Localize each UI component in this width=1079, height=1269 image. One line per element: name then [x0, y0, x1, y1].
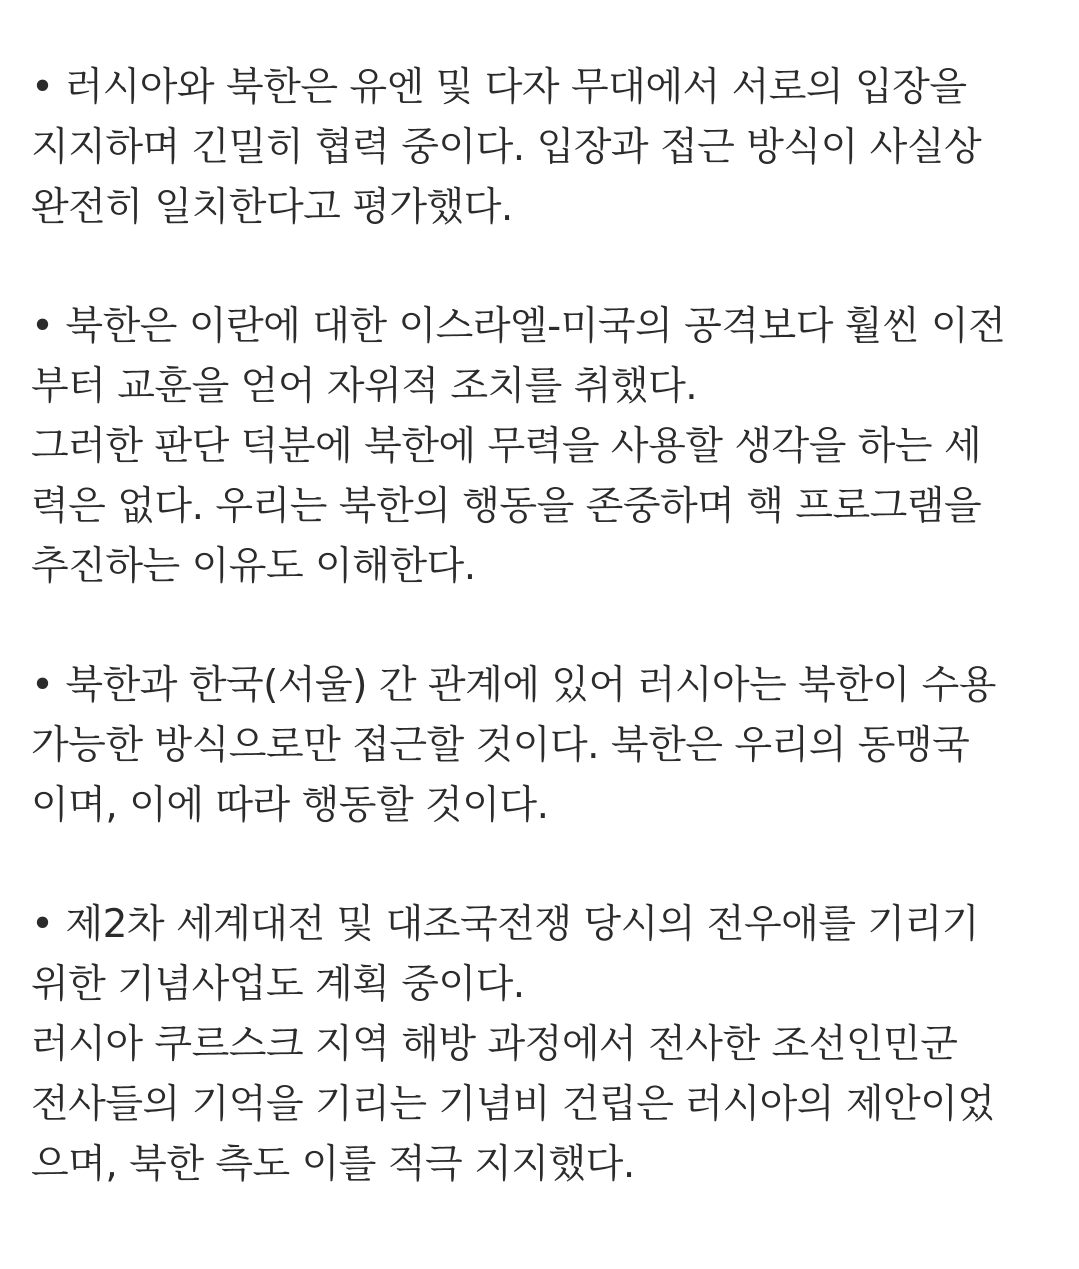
text-line: • 러시아와 북한은 유엔 및 다자 무대에서 서로의 입장을 — [31, 65, 967, 110]
paragraph-self-defense — [31, 297, 1061, 597]
text-line: 력은 없다. 우리는 북한의 행동을 존중하며 핵 프로그램을 — [31, 484, 982, 529]
text-line: 이며, 이에 따라 행동할 것이다. — [31, 783, 549, 828]
text-line: 지지하며 긴밀히 협력 중이다. 입장과 접근 방식이 사실상 — [31, 125, 982, 170]
text-line: • 제2차 세계대전 및 대조국전쟁 당시의 전우애를 기리기 — [31, 902, 979, 947]
article-body — [31, 0, 1061, 1195]
text-line: 추진하는 이유도 이해한다. — [31, 544, 476, 589]
paragraph-spacer — [31, 836, 1061, 895]
paragraph-spacer — [31, 597, 1061, 656]
text-line: 으며, 북한 측도 이를 적극 지지했다. — [31, 1142, 635, 1187]
paragraph-inter-korean-relations — [31, 656, 1061, 836]
text-line: 완전히 일치한다고 평가했다. — [31, 185, 513, 230]
text-line: 가능한 방식으로만 접근할 것이다. 북한은 우리의 동맹국 — [31, 723, 970, 768]
text-line: 러시아 쿠르스크 지역 해방 과정에서 전사한 조선인민군 — [31, 1022, 958, 1067]
text-line: • 북한은 이란에 대한 이스라엘-미국의 공격보다 훨씬 이전 — [31, 304, 1006, 349]
text-line: • 북한과 한국(서울) 간 관계에 있어 러시아는 북한이 수용 — [31, 663, 996, 708]
text-line: 전사들의 기억을 기리는 기념비 건립은 러시아의 제안이었 — [31, 1082, 995, 1127]
text-line: 위한 기념사업도 계획 중이다. — [31, 962, 525, 1007]
paragraph-memorial-projects — [31, 895, 1061, 1195]
paragraph-spacer — [31, 238, 1061, 297]
text-line: 부터 교훈을 얻어 자위적 조치를 취했다. — [31, 364, 698, 409]
paragraph-russia-nk-cooperation — [31, 58, 1061, 238]
text-line: 그러한 판단 덕분에 북한에 무력을 사용할 생각을 하는 세 — [31, 424, 982, 469]
